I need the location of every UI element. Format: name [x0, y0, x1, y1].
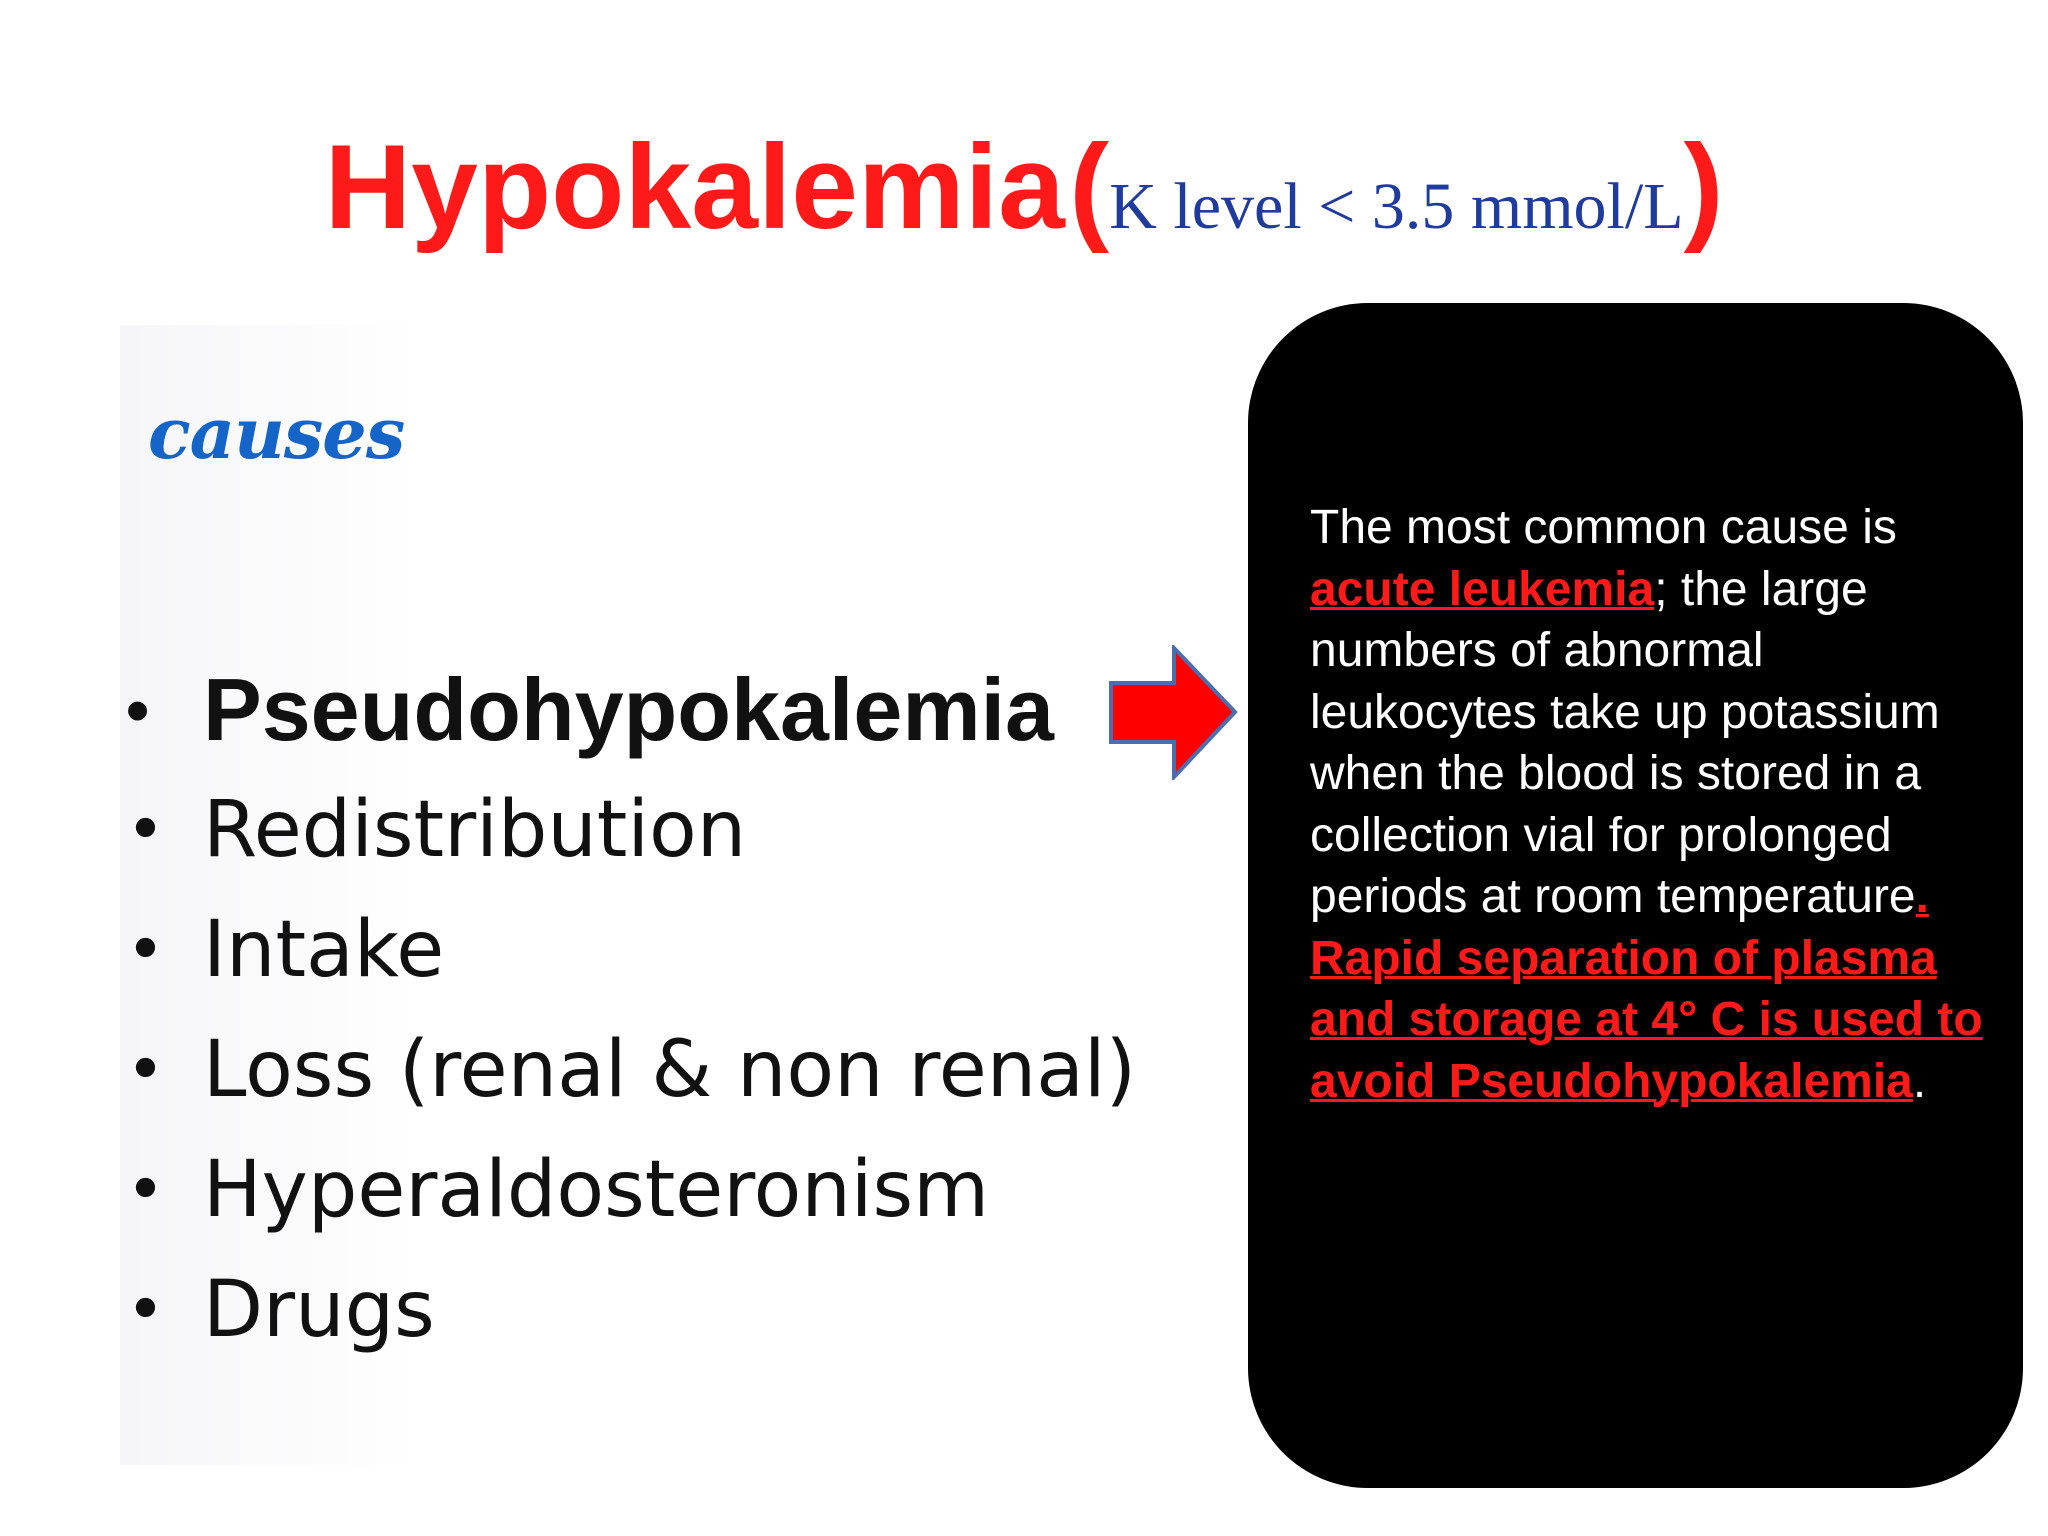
title-main: Hypokalemia — [324, 120, 1065, 254]
slide-title — [0, 118, 2048, 256]
section-heading: causes — [148, 392, 405, 475]
list-item — [118, 650, 1136, 770]
list-item — [118, 1250, 1136, 1370]
bullet-icon: • — [126, 1151, 165, 1228]
list-item — [118, 770, 1136, 890]
right-arrow-icon — [1108, 645, 1238, 780]
note-text-part: The most common cause is — [1310, 501, 1897, 554]
list-item-label: Intake — [203, 905, 445, 995]
title-subtitle: K level < 3.5 mmol/L — [1109, 170, 1684, 243]
bullet-icon: • — [126, 911, 165, 988]
title-open-paren: ( — [1069, 120, 1110, 254]
bullet-icon: • — [126, 673, 150, 747]
list-item — [118, 890, 1136, 1010]
bullet-icon: • — [126, 1031, 165, 1108]
list-item-label: Pseudohypokalemia — [203, 660, 1054, 759]
list-item-label: Drugs — [203, 1265, 435, 1355]
note-text-part: . — [1912, 1054, 1927, 1108]
bullet-icon: • — [126, 1271, 165, 1348]
list-item — [118, 1010, 1136, 1130]
list-item-label: Loss (renal & non renal) — [203, 1025, 1137, 1115]
title-close-paren: ) — [1683, 120, 1724, 254]
list-item-label: Redistribution — [203, 785, 747, 875]
list-item — [118, 1130, 1136, 1250]
note-highlight: . Rapid separation of plasma and storage at 4° C is used to avoid Pseudohypokalemia — [1310, 870, 1983, 1108]
list-item-label: Hyperaldosteronism — [203, 1145, 990, 1235]
note-text — [1310, 497, 1990, 1112]
note-text-part: ; the large numbers of abnormal leukocytes take up potassium when the blood is stored in a collection vial for prolonged periods at room temperature — [1310, 562, 1940, 923]
causes-list — [118, 650, 1136, 1370]
bullet-icon: • — [126, 791, 165, 868]
note-highlight: acute leukemia — [1310, 562, 1655, 616]
